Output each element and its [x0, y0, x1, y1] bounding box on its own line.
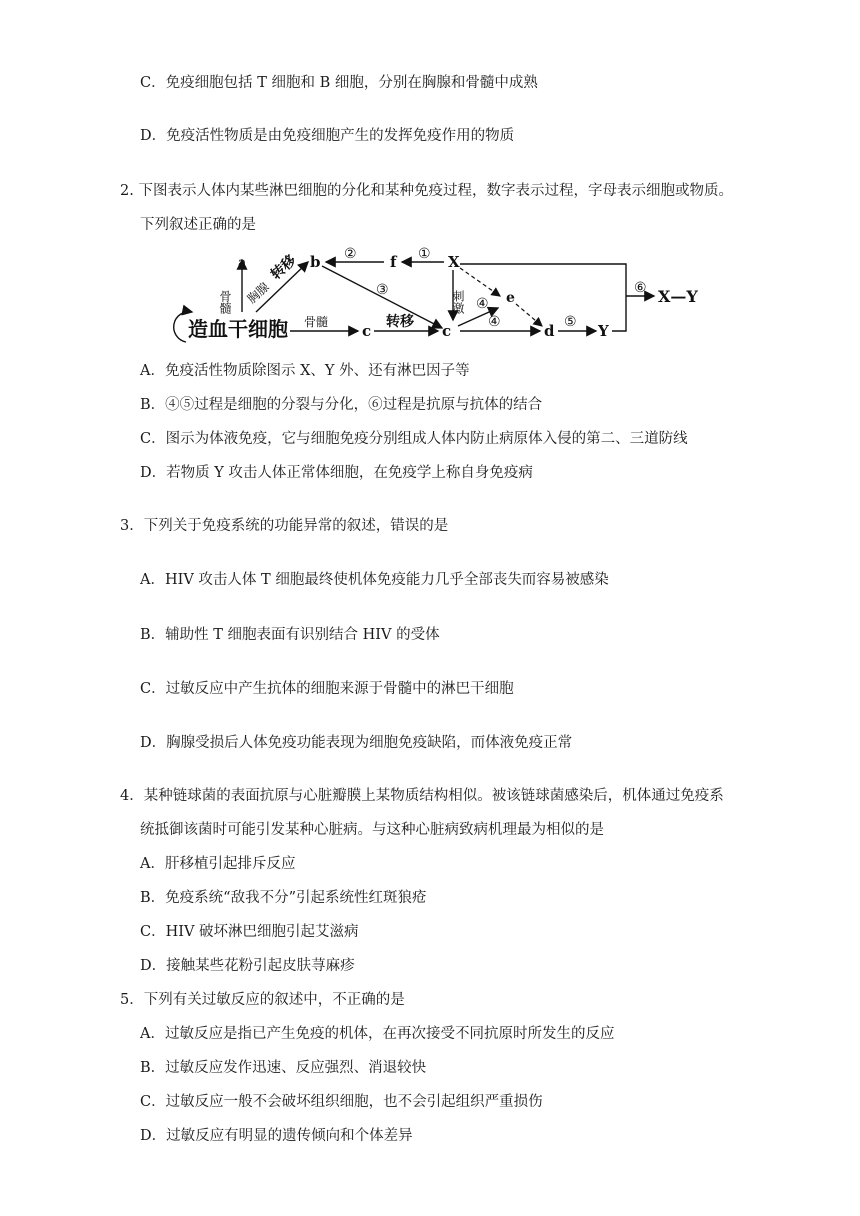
q5-option-d: D．过敏反应有明显的遗传倾向和个体差异: [140, 1128, 413, 1144]
q3-option-c: C．过敏反应中产生抗体的细胞来源于骨髓中的淋巴干细胞: [140, 681, 514, 697]
q3-option-d: D．胸腺受损后人体免疫功能表现为细胞免疫缺陷，而体液免疫正常: [140, 735, 573, 751]
q3-stem: 3．下列关于免疫系统的功能异常的叙述，错误的是: [120, 518, 449, 534]
bone-marrow-vertical-label: 骨髓: [218, 290, 232, 314]
q5-option-c: C．过敏反应一般不会破坏组织细胞，也不会引起组织严重损伤: [140, 1094, 543, 1110]
bracket-X: [460, 264, 626, 296]
q5-option-a: A．过敏反应是指已产生免疫的机体，在再次接受不同抗原时所发生的反应: [140, 1026, 615, 1042]
q5-stem: 5．下列有关过敏反应的叙述中，不正确的是: [120, 992, 405, 1008]
q4-option-d: D．接触某些花粉引起皮肤荨麻疹: [140, 958, 355, 974]
q4-stem-line1: 4．某种链球菌的表面抗原与心脏瓣膜上某物质结构相似。被该链球菌感染后，机体通过免疫系: [120, 788, 724, 804]
q3-option-b: B．辅助性 T 细胞表面有识别结合 HIV 的受体: [140, 627, 440, 643]
thymus-label: 胸腺: [244, 279, 272, 307]
node-a: a: [238, 255, 247, 271]
q2-stem-line1: 2. 下图表示人体内某些淋巴细胞的分化和某种免疫过程，数字表示过程，字母表示细胞或物质。: [120, 183, 733, 199]
transfer-b-label: 转移: [267, 252, 300, 283]
q5-option-b: B．过敏反应发作迅速、反应强烈、消退较快: [140, 1060, 427, 1076]
node-b: b: [310, 253, 321, 271]
q4-option-c: C．HIV 破坏淋巴细胞引起艾滋病: [140, 924, 359, 940]
dashed-e-to-d: [516, 304, 542, 326]
q3-option-a: A．HIV 攻击人体 T 细胞最终使机体免疫能力几乎全部丧失而容易被感染: [140, 572, 609, 588]
process-5: ⑤: [564, 314, 577, 330]
q4-option-a: A．肝移植引起排斥反应: [140, 856, 296, 872]
q1-option-c: C．免疫细胞包括 T 细胞和 B 细胞，分别在胸腺和骨髓中成熟: [140, 75, 538, 91]
process-4b: ④: [488, 314, 501, 330]
process-3: ③: [376, 282, 389, 298]
process-2: ②: [344, 246, 357, 262]
process-1: ①: [418, 246, 431, 262]
q4-option-b: B．免疫系统“敌我不分”引起系统性红斑狼疮: [140, 890, 427, 906]
q2-option-d: D．若物质 Y 攻击人体正常体细胞，在免疫学上称自身免疫病: [140, 465, 533, 481]
stem-cell-label: 造血干细胞: [188, 317, 288, 341]
node-X: X: [448, 253, 460, 271]
transfer-c-label: 转移: [386, 314, 414, 330]
node-d: d: [544, 322, 555, 340]
node-Y: Y: [598, 322, 609, 340]
node-f: f: [390, 253, 397, 271]
process-6: ⑥: [634, 280, 647, 296]
dashed-X-to-e: [460, 268, 500, 296]
immune-process-diagram: [170, 246, 730, 350]
result-XY: X—Y: [658, 287, 698, 306]
q4-stem-line2: 统抵御该菌时可能引发某种心脏病。与这种心脏病致病机理最为相似的是: [140, 822, 604, 838]
process-4a: ④: [476, 296, 489, 312]
bracket-Y: [612, 296, 626, 331]
bone-marrow-label: 骨髓: [304, 315, 329, 329]
q2-option-c: C．图示为体液免疫，它与细胞免疫分别组成人体内防止病原体入侵的第二、三道防线: [140, 431, 688, 447]
node-c2: c: [442, 322, 452, 340]
node-c1: c: [362, 322, 372, 340]
stimulus-label: 刺激: [451, 290, 465, 314]
q2-option-b: B．④⑤过程是细胞的分裂与分化，⑥过程是抗原与抗体的结合: [140, 397, 543, 413]
node-e: e: [506, 290, 515, 306]
q2-stem-line2: 下列叙述正确的是: [140, 217, 256, 233]
q2-option-a: A．免疫活性物质除图示 X、Y 外、还有淋巴因子等: [140, 363, 470, 379]
q1-option-d: D．免疫活性物质是由免疫细胞产生的发挥免疫作用的物质: [140, 128, 515, 144]
